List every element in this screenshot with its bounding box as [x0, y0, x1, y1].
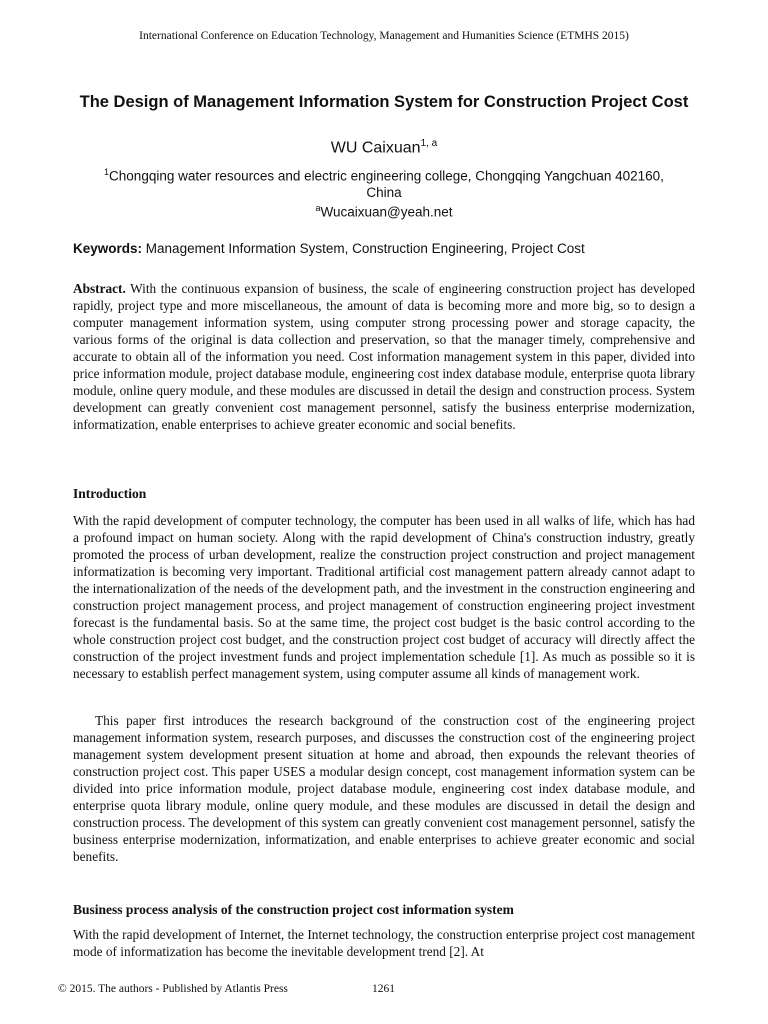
- business-process-paragraph-1: With the rapid development of Internet, the Internet technology, the construction enterprise project cost management mode of informatization has become the inevitable development trend [2]. At: [73, 927, 695, 959]
- footer-copyright: © 2015. The authors - Published by Atlantis Press: [58, 983, 288, 995]
- abstract-paragraph: [73, 280, 695, 433]
- affiliation: [90, 164, 678, 201]
- abstract-text: With the continuous expansion of business, the scale of engineering construction project has developed rapidly, project type and more miscellaneous, the amount of data is becoming more and more big, so to design a computer management information system, using computer strong processing power and storage capacity, the various forms of the original is data collection and preservation, so that the manager timely, comprehensive and accurate to obtain all of the information you need. Cost information management system in this paper, divided into price information module, project database module, engineering cost index database module, enterprise quota library module, online query module, and these modules are discussed in detail the design and construction process. System development can greatly convenient cost management personnel, satisfy the business enterprise modernization, informatization, enable enterprises to achieve greater economic and social benefits.: [73, 281, 695, 432]
- introduction-paragraph-2: This paper first introduces the research background of the construction cost of the engineering project management information system, research purposes, and discusses the construction cost of the engineering project management system development present situation at home and abroad, then expounds the relevant theories of construction project cost. This paper USES a modular design concept, cost management information system can be divided into price information module, project database module, engineering cost index database module, and enterprise quota library module, online query module, and these modules are discussed in detail the design and construction process. The development of this system can greatly convenient cost management personnel, satisfy the business enterprise modernization, informatization, and enable enterprises to achieve greater economic and social benefits.: [73, 713, 695, 864]
- introduction-heading: Introduction: [73, 486, 147, 501]
- introduction-paragraph-1: With the rapid development of computer technology, the computer has been used in all walks of life, which has had a profound impact on human society. Along with the rapid development of China's construction industry, greatly promoted the process of urban development, realize the construction project construction and project management informatization is becoming very important. Traditional artificial cost management pattern already cannot adapt to the internationalization of the needs of the development path, and the investment in the construction engineering and construction project management process, and project management of construction engineering project investment forecast is the fundamental basis. So at the same time, the project cost budget is the basic control according to the whole construction project cost budget, and the construction project cost budget of accuracy will directly affect the construction of the project investment funds and project implementation schedule [1]. As much as possible so it is necessary to establish perfect management system, using computer assume all kinds of management work.: [73, 513, 695, 681]
- affiliation-text: Chongqing water resources and electric engineering college, Chongqing Yangchuan 402160, China: [109, 168, 664, 200]
- author-line: [0, 138, 768, 157]
- paper-title: The Design of Management Information System for Construction Project Cost: [79, 93, 689, 111]
- author-superscript: 1, a: [420, 138, 438, 149]
- email-superscript: a: [315, 203, 321, 213]
- keywords-text: Management Information System, Construction Engineering, Project Cost: [145, 241, 585, 256]
- author-name: WU Caixuan: [330, 139, 421, 157]
- abstract-label: Abstract.: [73, 281, 126, 296]
- keywords-line: [73, 241, 695, 256]
- business-process-heading: Business process analysis of the construction project cost information system: [73, 902, 514, 917]
- conference-header: International Conference on Education Technology, Management and Humanities Science (ETMHS 2015): [139, 30, 629, 42]
- affiliation-superscript: 1: [104, 167, 110, 177]
- footer-page-number: 1261: [372, 983, 395, 995]
- keywords-label: Keywords:: [73, 241, 143, 256]
- email-text: Wucaixuan@yeah.net: [320, 204, 453, 220]
- author-email: [0, 203, 768, 220]
